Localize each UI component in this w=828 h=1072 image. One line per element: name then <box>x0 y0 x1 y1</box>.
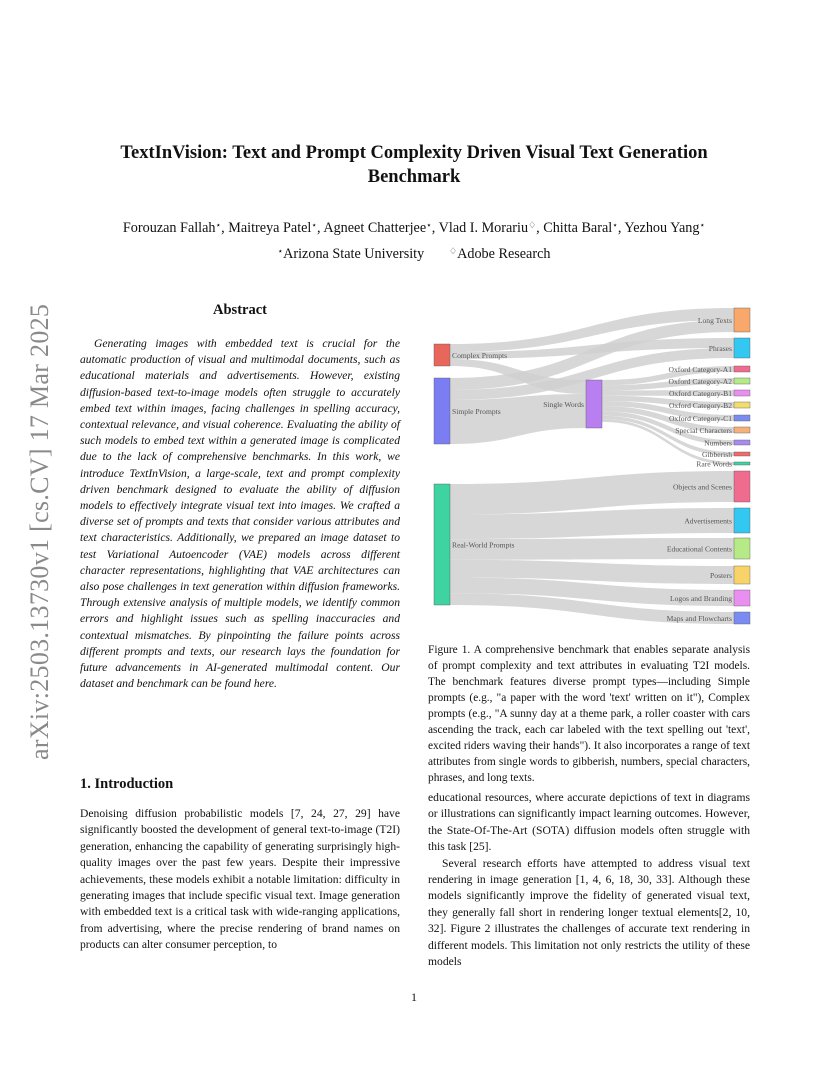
arxiv-identifier-text: arXiv:2503.13730v1 [cs.CV] 17 Mar 2025 <box>25 303 54 760</box>
sankey-target-label: Educational Contents <box>666 544 732 554</box>
sankey-target-node <box>734 538 750 559</box>
sankey-link <box>450 471 734 514</box>
sankey-target-label: Oxford Category-C1 <box>668 414 732 423</box>
sankey-target-label: Phrases <box>708 344 732 353</box>
sankey-target-node <box>734 471 750 502</box>
figure-1-sankey-diagram <box>428 298 758 630</box>
sankey-target-label: Gibberish <box>702 450 732 459</box>
sankey-source-label: Simple Prompts <box>452 407 501 416</box>
affiliation: ♢Adobe Research <box>449 246 551 262</box>
sankey-source-node <box>434 484 450 605</box>
body-paragraph: Several research efforts have attempted to address visual text rendering in image generation [1, 4, 6, 18, 30, 33]. Although these models significantly improve the fidelity of generated visual text, they generally fall short in rendering longer textual elements[2, 10, 32]. Figure 2 illustrates the challenges of accurate text rendering in different models. This limitation not only restricts the utility of these models <box>428 856 750 969</box>
arxiv-identifier-stamp <box>22 288 56 763</box>
sankey-target-label: Oxford Category-A2 <box>668 377 732 386</box>
author: Forouzan Fallah⋆ <box>122 220 222 236</box>
abstract-body <box>80 336 400 692</box>
author: Vlad I. Morariu♢ <box>438 220 537 236</box>
sankey-source-label: Real-World Prompts <box>452 540 515 550</box>
intro-column <box>80 806 400 954</box>
sankey-target-node <box>734 462 750 465</box>
sankey-target-label: Oxford Category-B2 <box>668 401 732 410</box>
sankey-target-node <box>734 612 750 624</box>
sankey-source-node <box>434 344 450 366</box>
sankey-middle-label: Single Words <box>543 400 584 409</box>
author: Chitta Baral⋆ <box>543 220 618 236</box>
figure-1-caption: Figure 1. A comprehensive benchmark that enables separate analysis of prompt complexity and text attributes in evaluating T2I models. The benchmark features diverse prompt types—including Simple prompts (e.g., "a paper with the word 'text' written on it"), Complex prompts (e.g., "A sunny day at a theme park, a roller coaster with cars ascending the track, each car labeled with the text spelling out 'text', excited riders waving their hands"). It also incorporates a range of text attributes from single words to gibberish, numbers, special characters, phrases, and long texts. <box>428 644 750 784</box>
sankey-target-node <box>734 566 750 584</box>
sankey-target-node <box>734 366 750 372</box>
sankey-target-node <box>734 338 750 358</box>
sankey-target-node <box>734 508 750 533</box>
sankey-target-label: Numbers <box>704 438 732 448</box>
intro-paragraph: Denoising diffusion probabilistic models [7, 24, 27, 29] have significantly boosted the development of general text-to-image (T2I) generation, enhancing the capability of generating surprisingly high-quality images over the past few years. Despite their impressive achievements, these models exhibit a notable limitation: difficulty in generating images that include specific visual text. Image generation with embedded text is a critical task with wide-ranging applications, from advertising, where the precise rendering of brand names on products can alter consumer perception, to <box>80 807 400 952</box>
sankey-target-label: Advertisements <box>684 516 732 526</box>
sankey-target-node <box>734 378 750 384</box>
sankey-source-label: Complex Prompts <box>452 351 508 360</box>
sankey-source-node <box>434 378 450 444</box>
sankey-target-node <box>734 427 750 433</box>
sankey-target-label: Oxford Category-A1 <box>668 365 732 374</box>
affiliation: ⋆Arizona State University <box>277 246 425 262</box>
right-column-text <box>428 790 750 970</box>
sankey-target-label: Posters <box>710 571 732 580</box>
section-heading-introduction: 1. Introduction <box>80 776 174 792</box>
sankey-middle-node <box>586 380 602 428</box>
sankey-target-node <box>734 308 750 332</box>
sankey-target-node <box>734 440 750 445</box>
sankey-target-node <box>734 452 750 456</box>
sankey-target-label: Objects and Scenes <box>672 482 732 492</box>
page-number: 1 <box>411 990 417 1004</box>
body-paragraph: educational resources, where accurate depictions of text in diagrams or illustrations can significantly impact learning outcomes. However, the State-Of-The-Art (SOTA) diffusion models often struggle with this task [25]. <box>428 791 750 854</box>
author: Agneet Chatterjee⋆ <box>323 220 432 236</box>
author-list: Forouzan Fallah⋆, Maitreya Patel⋆, Agneet Chatterjee⋆, Vlad I. Morariu♢, Chitta Baral⋆, Yezhou Yang⋆ <box>122 220 706 236</box>
sankey-target-label: Oxford Category-B1 <box>668 389 732 398</box>
paper-title: TextInVision: Text and Prompt Complexity Driven Visual Text Generation Benchmark <box>120 143 708 187</box>
affiliation-list <box>60 246 768 263</box>
abstract-text: Generating images with embedded text is crucial for the automatic production of visual and multimodal documents, such as educational materials and advertisements. However, existing diffusion-based text-to-image models often struggle to accurately embed text within images, facing challenges in spelling accuracy, contextual relevance, and visual coherence. Evaluating the ability of such models to embed text within a generated image is complicated due to the lack of comprehensive benchmarks. In this work, we introduce TextInVision, a large-scale, text and prompt complexity driven benchmark designed to evaluate the ability of diffusion models to effectively integrate visual text into images. We crafted a diverse set of prompts and texts that consider various attributes and text characteristics. Additionally, we prepared an image dataset to test Variational Autoencoder (VAE) models across different character representations, highlighting that VAE architectures can also pose challenges in text generation within diffusion frameworks. Through extensive analysis of multiple models, we identify common errors and highlight issues such as spelling inaccuracies and contextual mismatches. By pinpointing the failure points across different prompts and texts, our research lays the foundation for future advancements in AI-generated multimodal content. Our dataset and benchmark can be found here. <box>80 337 400 691</box>
author: Maitreya Patel⋆ <box>228 220 318 236</box>
sankey-target-node <box>734 415 750 421</box>
sankey-target-label: Special Characters <box>675 426 732 435</box>
author: Yezhou Yang⋆ <box>624 220 706 236</box>
sankey-target-node <box>734 590 750 606</box>
sankey-target-node <box>734 402 750 408</box>
sankey-target-node <box>734 390 750 396</box>
sankey-target-label: Long Texts <box>697 316 732 325</box>
sankey-target-label: Rare Words <box>696 459 732 469</box>
sankey-target-label: Maps and Flowcharts <box>666 614 732 623</box>
sankey-target-label: Logos and Branding <box>669 594 732 603</box>
abstract-heading: Abstract <box>213 302 267 318</box>
